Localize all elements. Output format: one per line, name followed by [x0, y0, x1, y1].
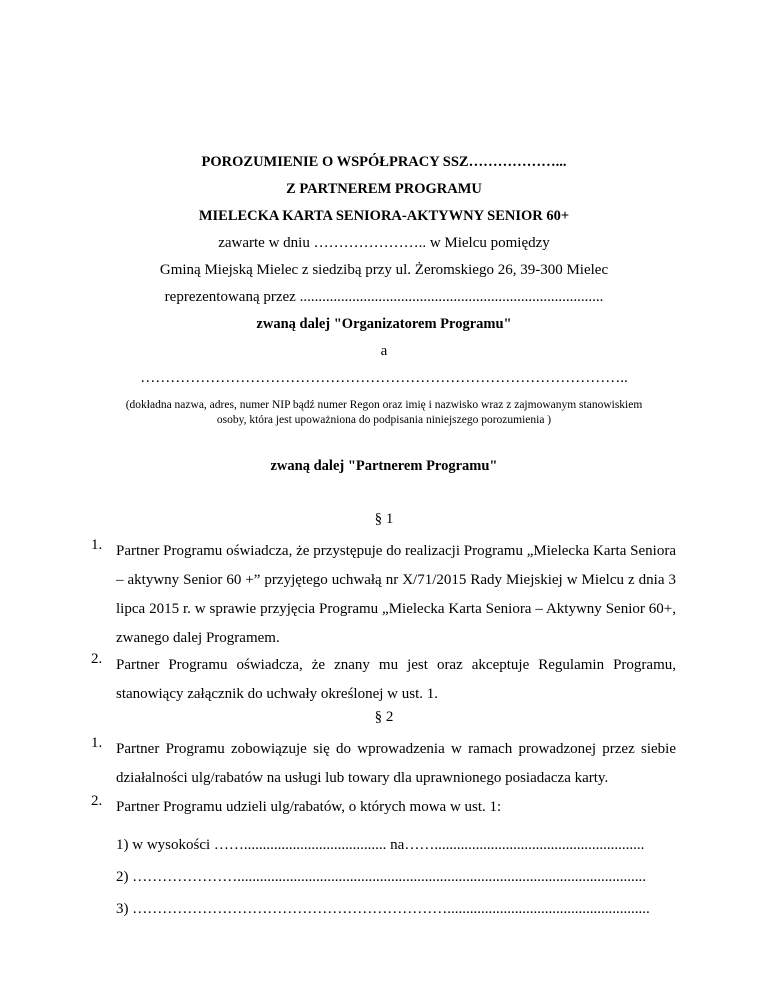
partner-note-line-2: osoby, która jest upoważniona do podpisania niniejszego porozumienia ) — [216, 414, 552, 426]
partner-note-line-1: (dokładna nazwa, adres, numer NIP bądź numer Regon oraz imię i nazwisko wraz z zajmowanym stanowiskiem — [125, 399, 643, 411]
section-2-heading: § 2 — [374, 709, 394, 725]
discount-subitem-3: 3) ………………………………………………………...................................................... — [116, 901, 650, 917]
s2-item-1-text: Partner Programu zobowiązuje się do wprowadzenia w ramach prowadzonej przez siebie działalności ulg/rabatów na usługi lub towary dla uprawnionego posiadacza karty. — [116, 741, 676, 786]
represented-by-line: reprezentowaną przez ................................................................................. — [164, 289, 604, 305]
agreement-subtitle-program: MIELECKA KARTA SENIORA-AKTYWNY SENIOR 60+ — [198, 208, 570, 224]
partner-label: zwaną dalej "Partnerem Programu" — [270, 458, 498, 474]
s1-item-1-number: 1. — [91, 537, 103, 553]
s1-item-2-number: 2. — [91, 651, 103, 667]
agreement-subtitle-partner: Z PARTNEREM PROGRAMU — [286, 181, 482, 197]
s1-item-2-text: Partner Programu oświadcza, że znany mu jest oraz akceptuje Regulamin Programu, stanowiący załącznik do uchwały określonej w ust. 1. — [116, 657, 676, 702]
municipality-line: Gminą Miejską Mielec z siedzibą przy ul. Żeromskiego 26, 39-300 Mielec — [159, 262, 609, 278]
s2-item-2-text: Partner Programu udzieli ulg/rabatów, o których mowa w ust. 1: — [116, 799, 502, 815]
s2-item-1-number: 1. — [91, 735, 103, 751]
s2-item-2-number: 2. — [91, 793, 103, 809]
agreement-title: POROZUMIENIE O WSPÓŁPRACY SSZ………………... — [201, 154, 567, 170]
partner-name-blank: …………………………………………………………………………………….. — [140, 370, 628, 386]
organizer-label: zwaną dalej "Organizatorem Programu" — [256, 316, 512, 332]
section-1-heading: § 1 — [374, 511, 394, 527]
and-conjunction: a — [380, 343, 388, 359]
discount-subitem-1: 1) w wysokości ……...................................... na……........................................................ — [116, 837, 645, 853]
discount-subitem-2: 2) …………………............................................................................................................. — [116, 869, 646, 885]
s1-item-1-text: Partner Programu oświadcza, że przystępuje do realizacji Programu „Mielecka Karta Seniora – aktywny Senior 60 +” przyjętego uchwałą nr X/71/2015 Rady Miejskiej w Mielcu z dnia 3 lipca 2015 r. w sprawie przyjęcia Programu „Mielecka Karta Seniora – Aktywny Senior 60+, zwanego dalej Programem. — [116, 543, 676, 646]
concluded-date-line: zawarte w dniu ………………….. w Mielcu pomiędzy — [218, 235, 550, 251]
